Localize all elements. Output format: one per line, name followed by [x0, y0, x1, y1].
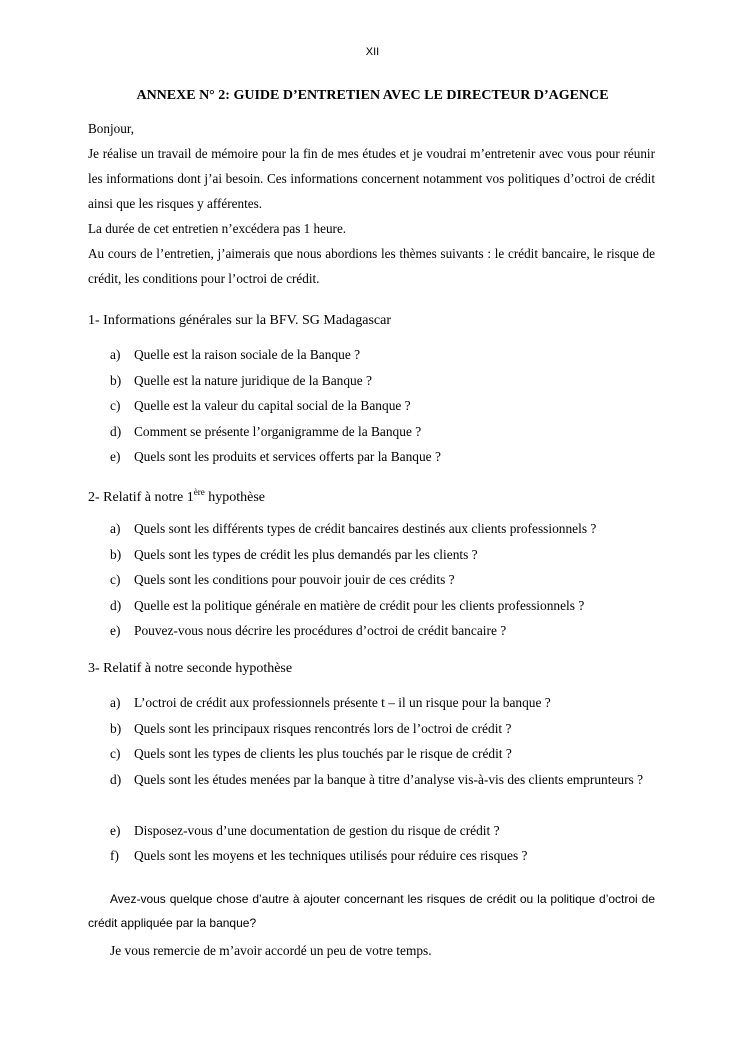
heading-superscript: ère [193, 487, 205, 497]
item-text: Quels sont les types de crédit les plus demandés par les clients ? [134, 546, 478, 562]
heading-text: hypothèse [204, 490, 266, 505]
item-label: b) [110, 546, 122, 562]
item-label: c) [110, 746, 121, 761]
list-item [110, 767, 655, 818]
item-label: d) [110, 423, 122, 439]
list-item [110, 567, 655, 593]
item-text: Quels sont les conditions pour pouvoir jouir de ces crédits ? [134, 572, 455, 587]
item-text: Quels sont les produits et services offerts par la Banque ? [134, 449, 441, 464]
page-number: XII [365, 46, 380, 58]
themes-paragraph: Au cours de l’entretien, j’aimerais que nous abordions les thèmes suivants : le crédit bancaire, le risque de crédit, les conditions pour l’octroi de crédit. [88, 246, 655, 286]
item-label: e) [110, 449, 121, 464]
item-text: Quelle est la nature juridique de la Banque ? [134, 372, 372, 388]
list-item [110, 542, 655, 568]
item-label: d) [110, 597, 122, 613]
item-text: Quelle est la politique générale en matière de crédit pour les clients professionnels ? [134, 597, 585, 613]
thanks-line: Je vous remercie de m’avoir accordé un peu de votre temps. [110, 943, 432, 958]
intro-block [88, 116, 655, 291]
item-label: e) [110, 623, 121, 638]
item-text: Quelle est la valeur du capital social de la Banque ? [134, 398, 411, 413]
item-label: f) [110, 848, 119, 863]
item-label: c) [110, 572, 121, 587]
heading-text: 2- Relatif à notre 1 [88, 490, 194, 505]
list-item [110, 690, 655, 716]
item-text: Quelle est la raison sociale de la Banque ? [134, 347, 361, 362]
page-title: ANNEXE N° 2: GUIDE D’ENTRETIEN AVEC LE DIRECTEUR D’AGENCE [136, 88, 609, 103]
intro-paragraph: Je réalise un travail de mémoire pour la fin de mes études et je voudrai m’entretenir avec vous pour réunir les informations dont j’ai besoin. Ces informations concernent notamment vos politiques d’octroi de crédit ainsi que les risques y afférentes. [88, 146, 655, 211]
item-text: Quels sont les études menées par la banque à titre d’analyse vis-à-vis des clients emprunteurs ? [134, 771, 644, 787]
list-item [110, 444, 655, 470]
list-item [110, 393, 655, 419]
list-item [110, 741, 655, 767]
item-text: Disposez-vous d’une documentation de gestion du risque de crédit ? [134, 822, 500, 838]
section-3-questions [110, 690, 655, 869]
item-label: a) [110, 347, 121, 362]
item-text: Quels sont les types de clients les plus touchés par le risque de crédit ? [134, 746, 512, 761]
section-1-heading: 1- Informations générales sur la BFV. SG Madagascar [88, 313, 392, 328]
item-text: Pouvez-vous nous décrire les procédures d’octroi de crédit bancaire ? [134, 623, 507, 638]
item-label: a) [110, 695, 121, 710]
list-item [110, 368, 655, 394]
section-1-questions [110, 342, 655, 470]
item-label: d) [110, 771, 122, 787]
list-item [110, 716, 655, 742]
item-label: b) [110, 720, 122, 736]
section-3-heading: 3- Relatif à notre seconde hypothèse [88, 661, 293, 676]
list-item [110, 516, 655, 542]
item-label: b) [110, 372, 122, 388]
item-label: e) [110, 822, 121, 838]
list-item [110, 818, 655, 844]
item-text: Quels sont les principaux risques rencontrés lors de l’octroi de crédit ? [134, 720, 512, 736]
item-text: Comment se présente l’organigramme de la Banque ? [134, 423, 422, 439]
item-text: L’octroi de crédit aux professionnels présente t – il un risque pour la banque ? [134, 695, 551, 710]
item-text: Quels sont les moyens et les techniques utilisés pour réduire ces risques ? [134, 848, 528, 863]
section-2-heading [88, 487, 655, 506]
list-item [110, 843, 655, 869]
closing-question: Avez-vous quelque chose d’autre à ajouter concernant les risques de crédit ou la politique d’octroi de crédit appliquée par la banque? [88, 892, 655, 930]
item-label: c) [110, 398, 121, 413]
duration-paragraph: La durée de cet entretien n’excédera pas 1 heure. [88, 221, 347, 236]
greeting: Bonjour, [88, 121, 134, 136]
item-label: a) [110, 521, 121, 536]
list-item [110, 419, 655, 445]
list-item [110, 618, 655, 644]
section-2-questions [110, 516, 655, 644]
list-item [110, 342, 655, 368]
item-text: Quels sont les différents types de crédit bancaires destinés aux clients professionnels ? [134, 521, 597, 536]
list-item [110, 593, 655, 619]
